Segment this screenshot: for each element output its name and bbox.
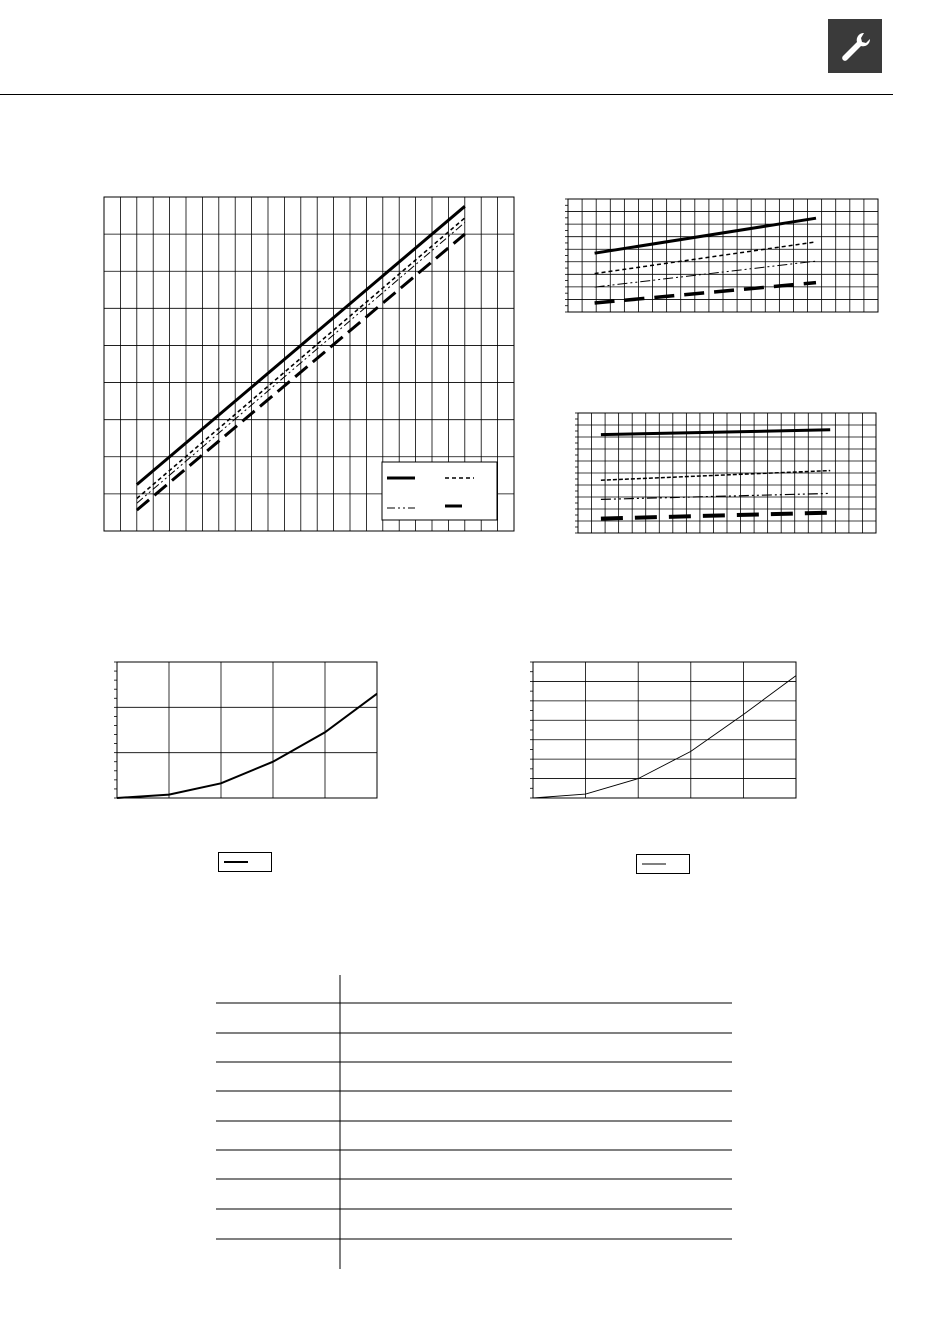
section-badge	[828, 19, 882, 73]
series-line-4	[595, 283, 816, 303]
series-line-4	[601, 513, 830, 519]
series-line-1	[117, 694, 377, 798]
plot-frame	[533, 662, 796, 798]
lower-right-chart	[578, 413, 876, 533]
series-line-2	[601, 471, 830, 481]
curve-chart-right	[533, 662, 796, 798]
series-line-3	[601, 493, 830, 499]
legend-right	[636, 854, 690, 874]
main-chart-legend	[382, 462, 497, 520]
legend-left	[218, 852, 272, 872]
wrench-icon	[837, 28, 873, 64]
header-rule	[0, 94, 893, 95]
upper-right-chart	[568, 199, 878, 312]
series-line-1	[595, 218, 816, 253]
series-line-1	[601, 430, 830, 435]
curve-chart-left	[117, 662, 377, 798]
legend-frame	[382, 462, 497, 520]
blank-table	[216, 975, 734, 1271]
plot-frame	[117, 662, 377, 798]
main-line-chart	[104, 197, 514, 531]
series-line-1	[533, 676, 796, 798]
